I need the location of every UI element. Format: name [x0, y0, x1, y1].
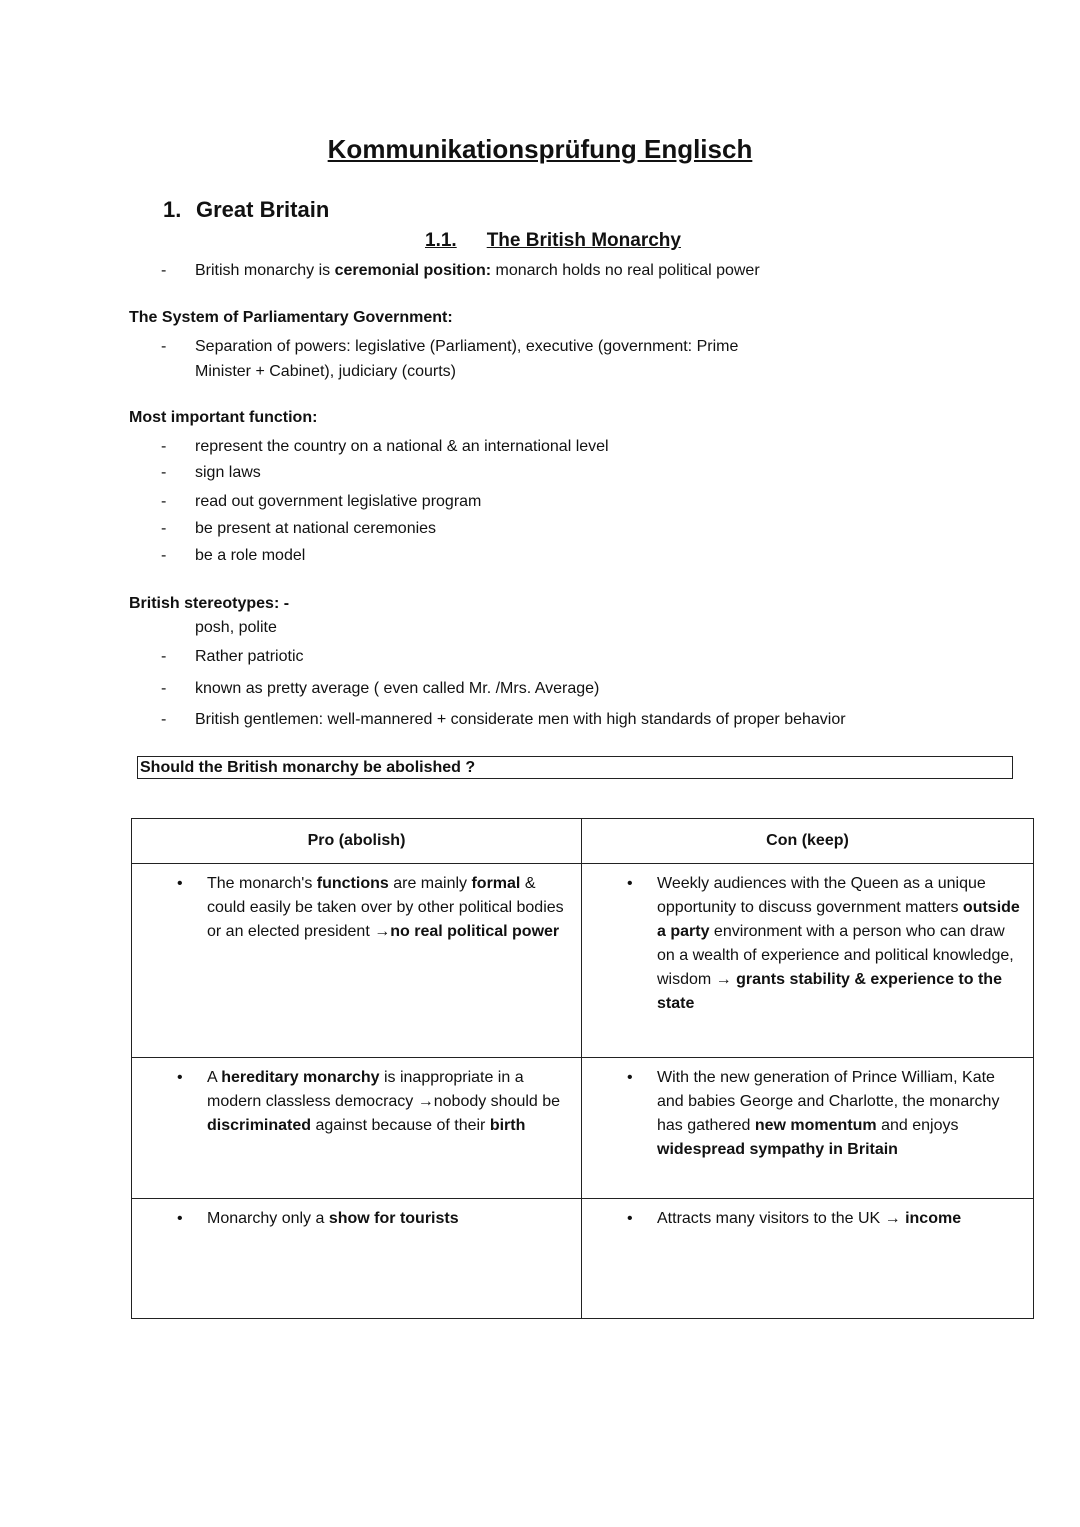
stereotype-first: posh, polite [195, 619, 277, 636]
function-item [161, 520, 961, 538]
cell-bold: formal [471, 875, 521, 892]
cell-bold: no real political power [390, 923, 560, 940]
pro-cell [132, 864, 582, 1058]
intro-text-bold: ceremonial position: [334, 262, 492, 279]
page-title: Kommunikationsprüfung Englisch [327, 134, 753, 164]
parliament-heading: The System of Parliamentary Government: [129, 309, 453, 326]
cell-bold: outside a party [657, 899, 1020, 940]
bullet-icon: • [627, 875, 633, 892]
cell-text: Monarchy only a [207, 1210, 329, 1227]
cell-text: is inappropriate in a modern classless democracy →nobody should be [207, 1069, 561, 1110]
dash-marker: - [161, 262, 167, 279]
cell-bold: discriminated [207, 1117, 312, 1134]
cell-text: With the new generation of Prince William, Kate and babies George and Charlotte, the monarchy has gathered [657, 1069, 1000, 1134]
cell-bold: birth [489, 1117, 526, 1134]
con-cell [582, 1058, 1034, 1199]
intro-text-post: monarch holds no real political power [491, 262, 760, 279]
dash-marker: - [161, 464, 167, 481]
function-text: represent the country on a national & an international level [195, 438, 609, 455]
functions-heading: Most important function: [129, 409, 318, 426]
table-row [132, 1058, 1034, 1199]
cell-bold: functions [316, 875, 389, 892]
cell-text: are mainly [388, 875, 472, 892]
cell-bold: income [905, 1210, 962, 1227]
pro-header: Pro (abolish) [132, 819, 582, 864]
cell-bold: hereditary monarchy [221, 1069, 380, 1086]
dash-marker: - [161, 520, 167, 537]
dash-marker: - [161, 680, 167, 697]
cell-bold: grants stability & experience to the state [657, 971, 1002, 1012]
section-number: 1. [163, 197, 182, 222]
function-item [161, 438, 961, 456]
cell-bold: new momentum [754, 1117, 877, 1134]
bullet-icon: • [177, 875, 183, 892]
stereotype-item [161, 648, 961, 666]
subsection-label: The British Monarchy [486, 230, 681, 251]
intro-line [161, 262, 961, 280]
table-row [132, 1199, 1034, 1319]
dash-marker: - [161, 547, 167, 564]
function-item [161, 464, 961, 482]
con-cell [582, 1199, 1034, 1319]
cell-text: A [207, 1069, 222, 1086]
cell-bold: show for tourists [328, 1210, 459, 1227]
cell-text: Attracts many visitors to the UK → [657, 1210, 906, 1227]
cell-text: and enjoys [876, 1117, 959, 1134]
con-cell [582, 864, 1034, 1058]
cell-text: & could easily be taken over by other political bodies or an elected president → [207, 875, 564, 940]
parliament-text-2: Minister + Cabinet), judiciary (courts) [195, 363, 456, 380]
con-header: Con (keep) [582, 819, 1034, 864]
function-item [161, 547, 961, 565]
bullet-icon: • [177, 1069, 183, 1086]
pro-cell [132, 1199, 582, 1319]
section-heading [163, 197, 329, 223]
table-header-row [132, 819, 1034, 864]
dash-marker: - [161, 648, 167, 665]
function-text: read out government legislative program [195, 493, 482, 510]
stereotypes-heading: British stereotypes: - [129, 595, 290, 612]
parliament-line [161, 338, 961, 356]
function-text: sign laws [195, 464, 261, 481]
dash-marker: - [161, 438, 167, 455]
bullet-icon: • [627, 1069, 633, 1086]
parliament-text-1: Separation of powers: legislative (Parliament), executive (government: Prime [195, 338, 739, 355]
dash-marker: - [161, 493, 167, 510]
intro-text-pre: British monarchy is [195, 262, 335, 279]
dash-marker: - [161, 711, 167, 728]
function-text: be present at national ceremonies [195, 520, 437, 537]
bullet-icon: • [627, 1210, 633, 1227]
function-text: be a role model [195, 547, 306, 564]
cell-text: environment with a person who can draw on a wealth of experience and political knowledge, wisdom → [657, 923, 1014, 988]
function-item [161, 493, 961, 511]
bullet-icon: • [177, 1210, 183, 1227]
cell-text: The monarch's [207, 875, 317, 892]
section-label: Great Britain [196, 197, 330, 222]
subsection-heading [425, 230, 681, 252]
table-row [132, 864, 1034, 1058]
cell-bold: widespread sympathy in Britain [657, 1141, 898, 1158]
pro-cell [132, 1058, 582, 1199]
stereotype-text: British gentlemen: well-mannered + considerate men with high standards of proper behavior [195, 711, 846, 728]
cell-text: Weekly audiences with the Queen as a unique opportunity to discuss government matters [657, 875, 986, 916]
pro-con-table [131, 818, 1034, 1319]
subsection-number: 1.1. [425, 230, 457, 251]
stereotype-text: known as pretty average ( even called Mr. /Mrs. Average) [195, 680, 600, 697]
stereotype-item [161, 711, 961, 729]
cell-text: against because of their [311, 1117, 490, 1134]
dash-marker: - [161, 338, 167, 355]
stereotype-item [161, 680, 961, 698]
stereotype-text: Rather patriotic [195, 648, 304, 665]
question-box: Should the British monarchy be abolished ? [137, 756, 1013, 779]
